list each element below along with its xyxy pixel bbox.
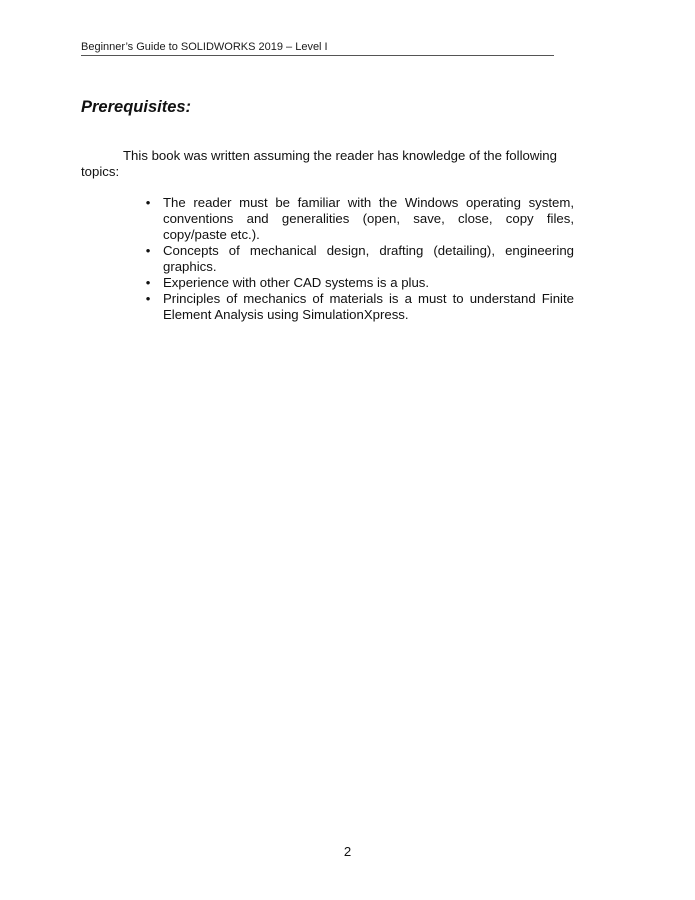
list-item: [145, 291, 574, 323]
prerequisites-list: [145, 195, 574, 323]
list-item-text: The reader must be familiar with the Windows operating system, conventions and generalities (open, save, close, copy files, copy/paste etc.).: [163, 195, 574, 242]
bullet-icon: •: [145, 243, 151, 258]
list-item: [145, 195, 574, 243]
list-item: [145, 275, 574, 291]
list-item: [145, 243, 574, 275]
bullet-icon: •: [145, 275, 151, 290]
bullet-icon: •: [145, 291, 151, 306]
running-header: Beginner’s Guide to SOLIDWORKS 2019 – Level I: [81, 40, 554, 56]
intro-paragraph: This book was written assuming the reader has knowledge of the following topics:: [81, 148, 557, 179]
list-item-text: Experience with other CAD systems is a plus.: [163, 275, 430, 290]
list-item-text: Concepts of mechanical design, drafting (detailing), engineering graphics.: [163, 243, 574, 274]
list-item-text: Principles of mechanics of materials is a must to understand Finite Element Analysis using SimulationXpress.: [163, 291, 574, 322]
section-title: Prerequisites:: [81, 98, 192, 116]
bullet-icon: •: [145, 195, 151, 210]
page-number: 2: [343, 844, 352, 859]
